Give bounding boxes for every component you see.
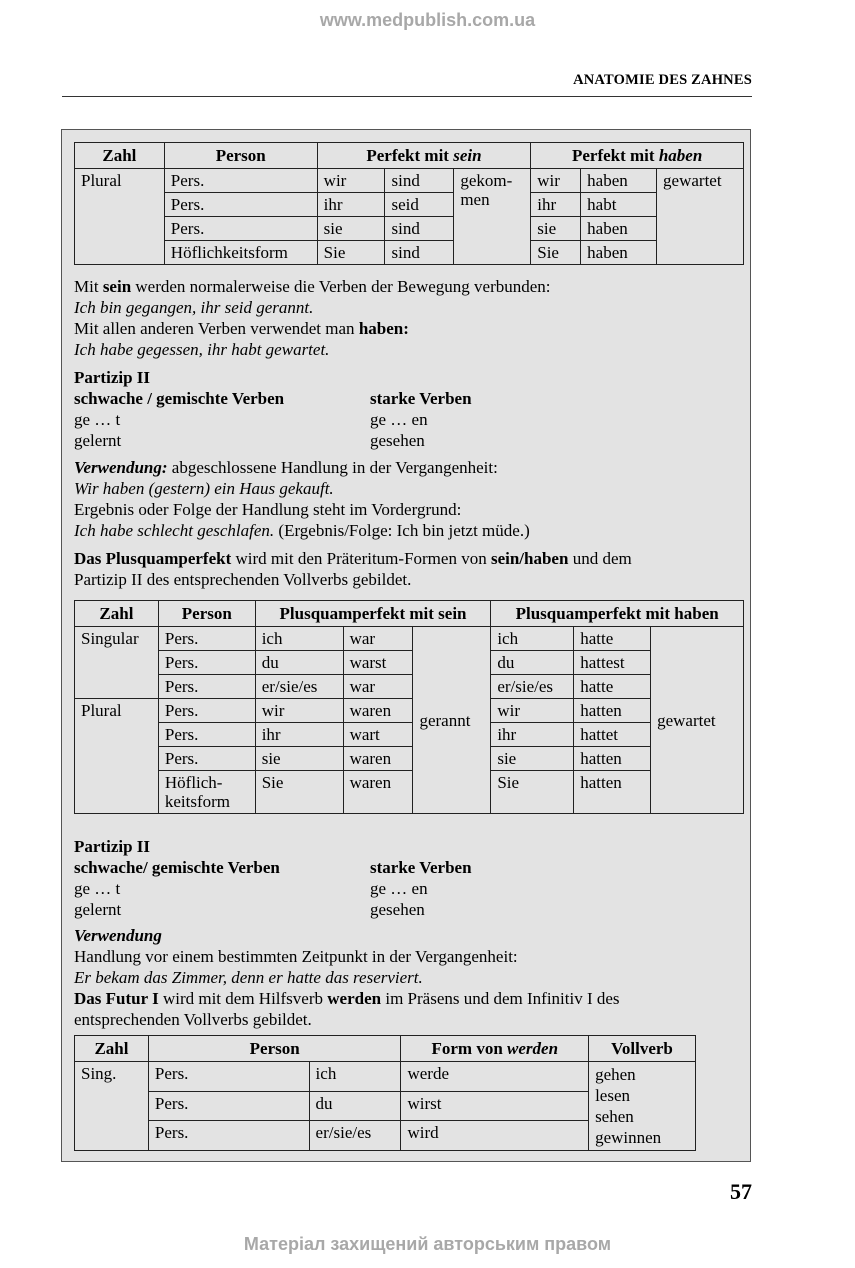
aux-cell: sind [385,169,454,193]
example-line: Ich habe gegessen, ihr habt gewartet. [74,340,330,359]
pronoun-cell: sie [317,217,385,241]
aux-cell: seid [385,193,454,217]
aux-cell: wart [343,723,413,747]
aux-cell: habt [581,193,657,217]
table-row [75,675,744,699]
person-cell: Pers. [158,723,255,747]
verwendung-label: Verwendung [74,926,162,945]
vollverb-item: gehen [595,1065,636,1084]
pronoun-cell: ihr [531,193,581,217]
person-cell: Pers. [148,1091,309,1121]
aux-cell: hatten [574,699,651,723]
header-zahl: Zahl [75,601,159,627]
form-cell: werde [401,1062,589,1092]
partizip-columns [74,857,734,921]
header-plusquam-haben: Plusquamperfekt mit haben [491,601,744,627]
text-line: Handlung vor einem bestimmten Zeitpunkt in der Vergangenheit: [74,947,518,966]
col-head-starke: starke Verben [370,858,472,877]
form-cell: wird [401,1121,589,1151]
header-plusquam-sein: Plusquamperfekt mit sein [255,601,491,627]
person-cell: Pers. [158,675,255,699]
pronoun-cell: Sie [317,241,385,265]
plusquamperfekt-table [74,600,744,814]
pattern-starke: ge … en [370,879,428,898]
table-header-row [75,601,744,627]
person-cell: Pers. [158,747,255,771]
person-cell: Pers. [158,699,255,723]
table-row [75,771,744,814]
aux-cell: hatten [574,771,651,814]
verwendung-plusquamperfekt [74,925,620,1030]
pronoun-cell: ihr [317,193,385,217]
example-schwache: gelernt [74,431,122,450]
example-line: Ich habe schlecht geschlafen. (Ergebnis/Folge: Ich bin jetzt müde.) [74,521,530,540]
table-row [75,723,744,747]
table-row [75,1062,696,1092]
aux-cell: sind [385,217,454,241]
aux-cell: hatte [574,627,651,651]
aux-cell: haben [581,169,657,193]
aux-cell: hattest [574,651,651,675]
page-number: 57 [730,1179,752,1204]
example-starke: gesehen [370,900,425,919]
zahl-cell: Sing. [75,1062,149,1151]
pattern-starke: ge … en [370,410,428,429]
perfekt-table [74,142,744,265]
header-zahl: Zahl [75,1036,149,1062]
pattern-schwache: ge … t [74,879,121,898]
pronoun-cell: Sie [491,771,574,814]
partizip-cell: gekom- men [454,169,531,265]
verwendung-perfekt [74,457,530,541]
vollverb-item: gewinnen [595,1128,662,1147]
header-vollverb: Vollverb [589,1036,696,1062]
sein-haben-explanation [74,276,551,360]
pronoun-cell: sie [531,217,581,241]
table-row [75,193,744,217]
pronoun-cell: ich [491,627,574,651]
text-line: Mit sein werden normalerweise die Verben der Bewegung verbunden: [74,277,551,296]
header-person: Person [148,1036,401,1062]
partizip-title: Partizip II [74,837,151,856]
table-row [75,169,744,193]
aux-cell: hattet [574,723,651,747]
example-schwache: gelernt [74,900,122,919]
zahl-cell: Plural [75,699,159,814]
header-perfekt-sein: Perfekt mit sein [317,143,531,169]
aux-cell: sind [385,241,454,265]
pronoun-cell: ich [309,1062,401,1092]
pronoun-cell: wir [531,169,581,193]
header-perfekt-haben: Perfekt mit haben [531,143,744,169]
col-head-schwache: schwache / gemischte Verben [74,389,285,408]
example-line: Er bekam das Zimmer, denn er hatte das reserviert. [74,968,423,987]
pronoun-cell: ihr [491,723,574,747]
pronoun-cell: du [255,651,343,675]
header-zahl: Zahl [75,143,165,169]
person-cell: Pers. [148,1121,309,1151]
table-row [75,651,744,675]
pronoun-cell: Sie [531,241,581,265]
text-line: Ergebnis oder Folge der Handlung steht im Vordergrund: [74,500,462,519]
aux-cell: waren [343,747,413,771]
watermark-top: www.medpublish.com.ua [319,10,536,30]
partizip-columns [74,388,734,452]
pronoun-cell: wir [491,699,574,723]
watermark-bottom: Матеріал захищений авторським правом [243,1234,612,1254]
header-person: Person [164,143,317,169]
pronoun-cell: sie [255,747,343,771]
text-line: Partizip II des entsprechenden Vollverbs gebildet. [74,570,412,589]
aux-cell: war [343,675,413,699]
person-cell: Pers. [164,193,317,217]
table-row [75,747,744,771]
header-form-werden: Form von werden [401,1036,589,1062]
aux-cell: war [343,627,413,651]
col-head-schwache: schwache/ gemischte Verben [74,858,280,877]
header-rule [62,96,752,97]
partizip-title: Partizip II [74,368,151,387]
person-cell: Pers. [164,217,317,241]
zahl-cell: Singular [75,627,159,699]
vollverb-item: sehen [595,1107,634,1126]
aux-cell: waren [343,771,413,814]
person-cell: Pers. [164,169,317,193]
form-cell: wirst [401,1091,589,1121]
text-line: Verwendung: abgeschlossene Handlung in der Vergangenheit: [74,458,498,477]
pronoun-cell: wir [317,169,385,193]
aux-cell: hatte [574,675,651,699]
pronoun-cell: ihr [255,723,343,747]
table-row [75,241,744,265]
zahl-cell: Plural [75,169,165,265]
partizip-cell: gewartet [651,627,744,814]
vollverb-cell [589,1062,696,1151]
text-line: Das Plusquamperfekt wird mit den Präteritum-Formen von sein/haben und dem [74,549,632,568]
vollverb-item: lesen [595,1086,630,1105]
col-head-starke: starke Verben [370,389,472,408]
pronoun-cell: sie [491,747,574,771]
person-cell: Höflich- keitsform [158,771,255,814]
pronoun-cell: wir [255,699,343,723]
table-header-row [75,1036,696,1062]
table-row [75,627,744,651]
pronoun-cell: Sie [255,771,343,814]
table-row [75,217,744,241]
partizip-cell: gewartet [657,169,744,265]
futur-table [74,1035,696,1151]
pronoun-cell: du [309,1091,401,1121]
aux-cell: waren [343,699,413,723]
person-cell: Pers. [158,627,255,651]
plusquamperfekt-intro [74,548,632,590]
aux-cell: haben [581,241,657,265]
partizip-cell: gerannt [413,627,491,814]
text-line: Das Futur I wird mit dem Hilfsverb werden im Präsens und dem Infinitiv I des [74,989,620,1008]
pronoun-cell: ich [255,627,343,651]
example-line: Wir haben (gestern) ein Haus gekauft. [74,479,334,498]
aux-cell: warst [343,651,413,675]
example-line: Ich bin gegangen, ihr seid gerannt. [74,298,314,317]
aux-cell: hatten [574,747,651,771]
text-line: Mit allen anderen Verben verwendet man haben: [74,319,409,338]
pattern-schwache: ge … t [74,410,121,429]
running-head: ANATOMIE DES ZAHNES [573,72,752,88]
aux-cell: haben [581,217,657,241]
person-cell: Pers. [148,1062,309,1092]
content-box [61,129,751,1162]
person-cell: Höflichkeitsform [164,241,317,265]
table-row [75,699,744,723]
text-line: entsprechenden Vollverbs gebildet. [74,1010,312,1029]
person-cell: Pers. [158,651,255,675]
pronoun-cell: du [491,651,574,675]
table-header-row [75,143,744,169]
header-person: Person [158,601,255,627]
example-starke: gesehen [370,431,425,450]
pronoun-cell: er/sie/es [309,1121,401,1151]
pronoun-cell: er/sie/es [255,675,343,699]
pronoun-cell: er/sie/es [491,675,574,699]
